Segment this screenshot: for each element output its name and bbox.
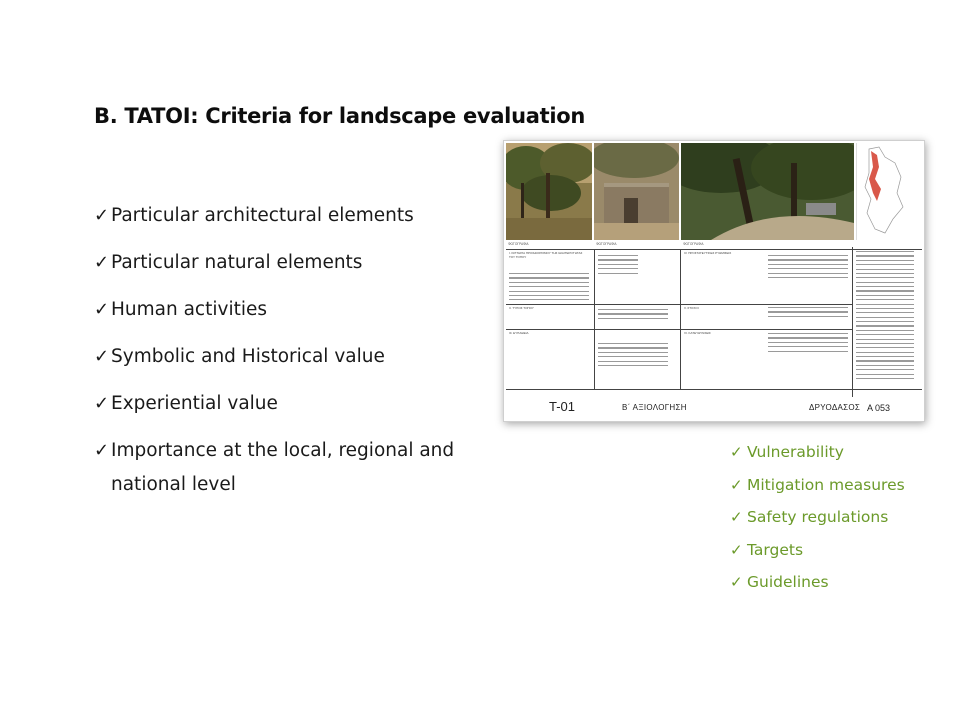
page-title: B. TATOI: Criteria for landscape evaluation xyxy=(94,104,586,128)
check-icon: ✓ xyxy=(94,346,110,367)
criteria-list xyxy=(94,204,484,525)
check-icon: ✓ xyxy=(94,205,110,226)
secondary-item: ✓ Mitigation measures xyxy=(730,475,905,494)
form-number: Α 053 xyxy=(867,403,891,413)
criteria-item: ✓ Experiential value xyxy=(94,393,278,414)
section-goals-label: V. ΣΤΟΧΟΙ xyxy=(684,306,699,310)
check-icon: ✓ xyxy=(94,299,110,320)
location-map-icon xyxy=(856,143,907,240)
check-icon: ✓ xyxy=(94,440,110,461)
section-protective-label: IV. ΠΡΟΣΤΑΤΕΥΤΙΚΕΣ ΡΥΘΜΙΣΕΙΣ xyxy=(684,251,732,255)
secondary-item: ✓ Vulnerability xyxy=(730,443,844,461)
check-icon: ✓ xyxy=(730,508,743,526)
section-guidelines-label: VI. ΚΑΤΕΥΘΥΝΣΕΙΣ xyxy=(684,331,711,335)
form-forest-type: ΔΡΥΟΔΑΣΟΣ xyxy=(809,403,861,412)
secondary-item: ✓ Guidelines xyxy=(730,573,829,591)
check-icon: ✓ xyxy=(730,573,743,591)
form-heading: Β΄ ΑΞΙΟΛΟΓΗΣΗ xyxy=(622,403,687,412)
woodland-path-photo xyxy=(681,143,854,240)
forest-photo xyxy=(506,143,592,240)
secondary-item: ✓ Safety regulations xyxy=(730,508,889,526)
check-icon: ✓ xyxy=(730,475,743,494)
stone-wall-photo xyxy=(594,143,679,240)
criteria-item: ✓ Particular architectural elements xyxy=(94,205,414,226)
check-icon: ✓ xyxy=(730,540,743,559)
evaluation-form-image xyxy=(503,140,925,422)
check-icon: ✓ xyxy=(94,393,110,414)
criteria-item: ✓ Particular natural elements xyxy=(94,252,363,273)
secondary-item: ✓ Targets xyxy=(730,540,804,559)
form-code: T-01 xyxy=(549,399,576,414)
criteria-item: ✓ Symbolic and Historical value xyxy=(94,346,385,367)
photo-caption: ΦΩΤΟΓΡΑΦΙΑ xyxy=(596,242,617,246)
secondary-list xyxy=(730,443,905,606)
evaluation-form-grid xyxy=(506,249,922,397)
photo-caption: ΦΩΤΟΓΡΑΦΙΑ xyxy=(508,242,529,246)
check-icon: ✓ xyxy=(94,252,110,273)
photo-caption: ΦΩΤΟΓΡΑΦΙΑ xyxy=(683,242,704,246)
section-sensitivity-label: III. ΕΥΠΑΘΕΙΑ xyxy=(509,331,529,335)
section-type-label: II. ΤΥΠΟΣ ΤΟΠΟΥ xyxy=(509,306,534,310)
check-icon: ✓ xyxy=(730,443,743,461)
section-criteria-label: I. ΚΡΙΤΗΡΙΑ ΠΡΟΣΔΙΟΡΙΣΜΟΥ ΤΗΣ ΙΔΙΑΙΤΕΡΟΤΗΤΑΣ ΤΟΥ ΤΟΠΟΥ xyxy=(509,251,583,259)
criteria-item: ✓ Human activities xyxy=(94,299,268,320)
criteria-item: ✓ Importance at the local, regional and national level xyxy=(94,434,484,502)
